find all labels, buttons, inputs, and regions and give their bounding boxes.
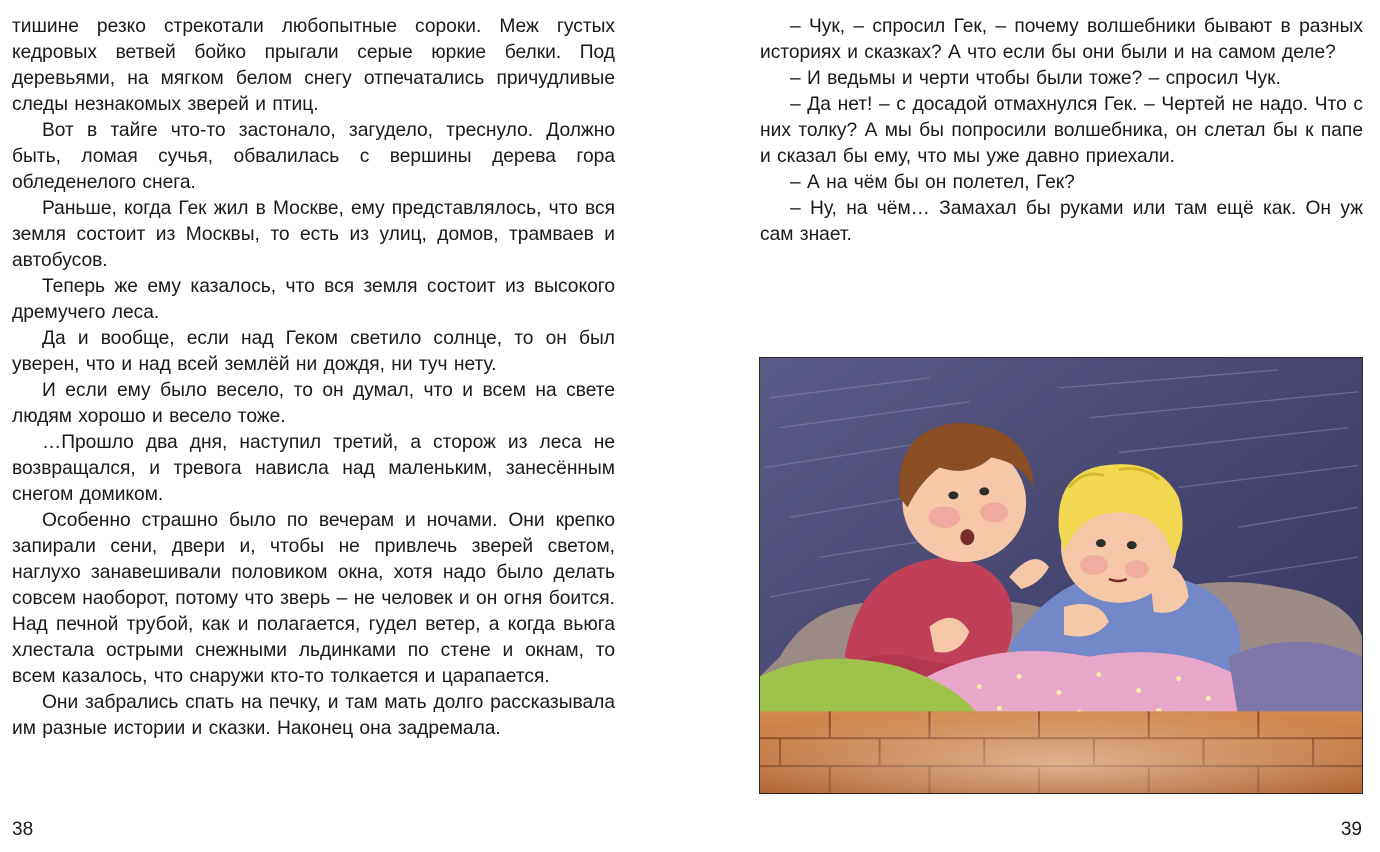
- paragraph: Раньше, когда Гек жил в Москве, ему представлялось, что вся земля состоит из Москвы, то есть из улиц, домов, трамваев и автобусов.: [12, 198, 615, 271]
- illustration-two-boys-on-stove: [759, 357, 1363, 794]
- right-page: [690, 0, 1380, 852]
- paragraph: Да и вообще, если над Геком светило солнце, то он был уверен, что и над всей землёй ни дождя, ни туч нету.: [12, 328, 615, 375]
- right-page-text: [760, 14, 1363, 248]
- paragraph: – А на чём бы он полетел, Гек?: [790, 172, 1075, 193]
- paragraph: И если ему было весело, то он думал, что и всем на свете людям хорошо и весело тоже.: [12, 380, 615, 427]
- paragraph: – Ну, на чём… Замахал бы руками или там ещё как. Он уж сам знает.: [760, 198, 1363, 245]
- paragraph: …Прошло два дня, наступил третий, а сторож из леса не возвращался, и тревога нависла над маленьким, занесённым снегом домиком.: [12, 432, 615, 505]
- paragraph: Вот в тайге что-то застонало, загудело, треснуло. Должно быть, ломая сучья, обвалилась с вершины дерева гора обледенелого снега.: [12, 120, 615, 193]
- paragraph: – Да нет! – с досадой отмахнулся Гек. – Чертей не надо. Что с них толку? А мы бы попросили волшебника, он слетал бы к папе и сказал бы ему, что мы уже давно приехали.: [760, 94, 1363, 167]
- left-page-text: [12, 14, 615, 742]
- paragraph: – И ведьмы и черти чтобы были тоже? – спросил Чук.: [790, 68, 1281, 89]
- paragraph: Особенно страшно было по вечерам и ночами. Они крепко запирали сени, двери и, чтобы не привлечь зверей светом, наглухо занавешивали половиком окна, хотя надо было делать совсем наоборот, потому что зверь – не человек и он огня боится. Над печной трубой, как и полагается, гудел ветер, а когда вьюга хлестала острыми снежными льдинками по стене и окнам, то всем казалось, что снаружи кто-то толкается и царапается.: [12, 510, 615, 687]
- paragraph: – Чук, – спросил Гек, – почему волшебники бывают в разных историях и сказках? А что если бы они были и на самом деле?: [760, 16, 1363, 63]
- page-number: 39: [1340, 819, 1362, 840]
- paragraph: Они забрались спать на печку, и там мать долго рассказывала им разные истории и сказки. Наконец она задремала.: [12, 692, 615, 739]
- paragraph: Теперь же ему казалось, что вся земля состоит из высокого дремучего леса.: [12, 276, 615, 323]
- two-boys-on-stove-icon: [760, 358, 1362, 793]
- page-number: 38: [12, 819, 34, 840]
- paragraph: тишине резко стрекотали любопытные сороки. Меж густых кедровых ветвей бойко прыгали серые юркие белки. Под деревьями, на мягком белом снегу отпечатались причудливые следы незнакомых зверей и птиц.: [12, 16, 615, 115]
